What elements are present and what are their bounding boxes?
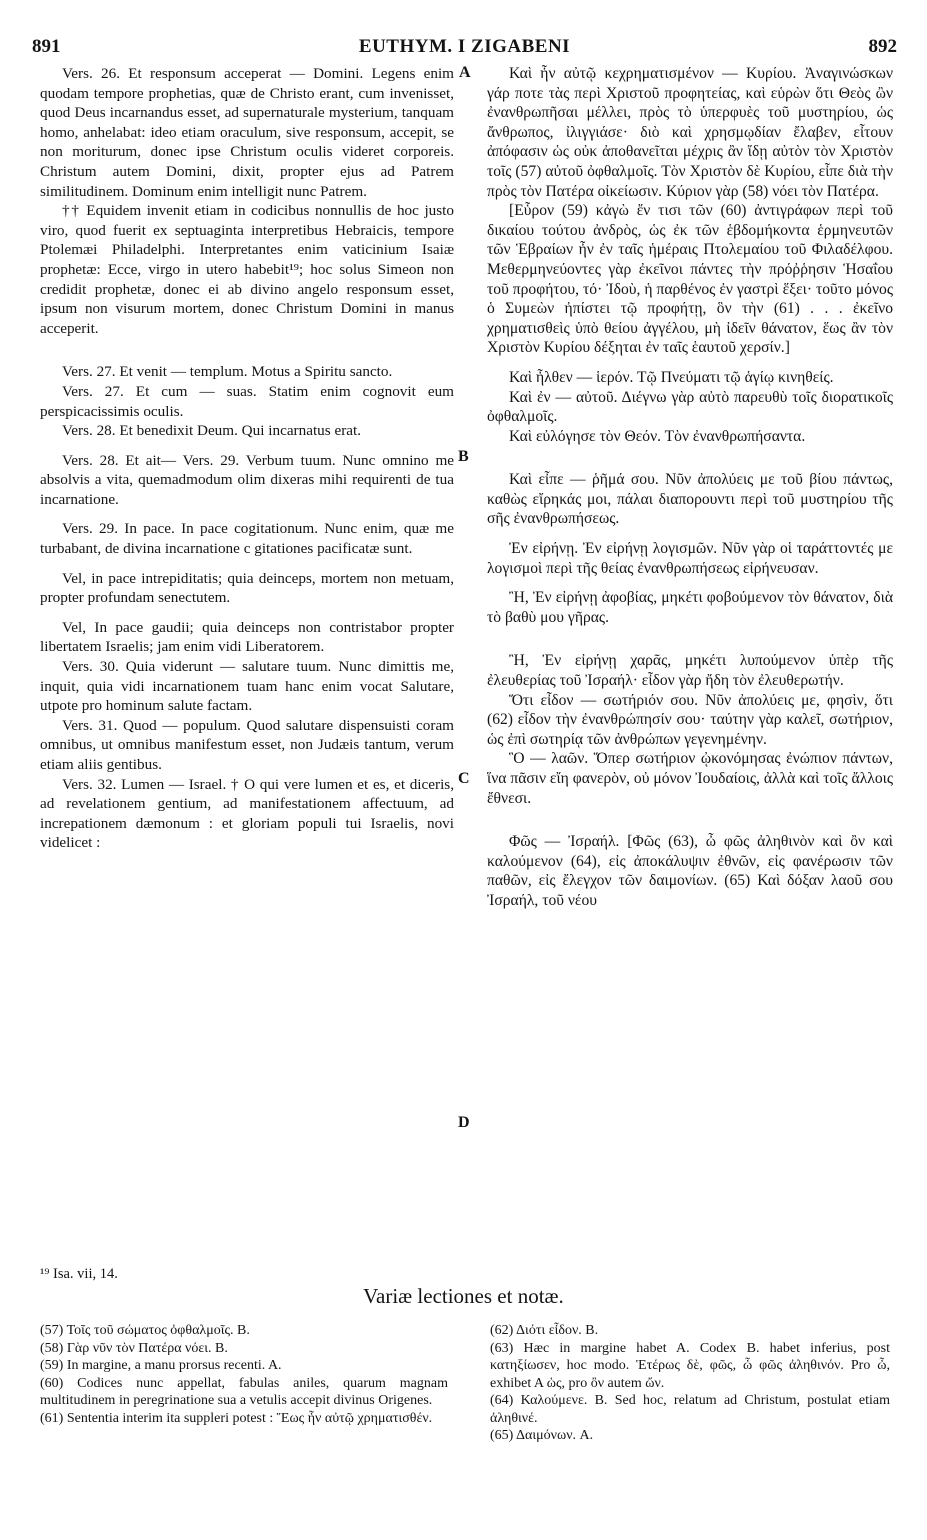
latin-column (40, 64, 454, 1259)
footnote: (62) Διότι εἶδον. B. (490, 1323, 599, 1338)
margin-marker-d: D (458, 1114, 470, 1131)
footnote: (57) Τοῖς τοῦ σώματος ὀφθαλμοῖς. B. (40, 1323, 250, 1338)
greek-paragraph: Ἐν εἰρήνῃ. Ἐν εἰρήνῃ λογισμῶν. Νῦν γὰρ οἱ ταράττοντές με λογισμοὶ περὶ τῆς θείας ἐνανθρωπήσεως εἰρήνευσαν. (487, 540, 893, 577)
latin-paragraph: Vers. 31. Quod — populum. Quod salutare dispensuisti coram omnibus, ut omnibus manifestum esset, non Judæis tantum, verum etiam aliis gentibus. (40, 716, 454, 773)
footnote: (61) Sententia interim ita suppleri potest : Ἕως ἦν αὐτῷ χρηματισθέν. (40, 1410, 433, 1426)
footnote: (64) Καλούμενε. B. Sed hoc, relatum ad Christum, postulat etiam ἀληθινέ. (490, 1393, 890, 1426)
greek-column (487, 64, 893, 1259)
latin-paragraph: Vers. 30. Quia viderunt — salutare tuum. Nunc dimittis me, inquit, quia vidi incarnationem tuam hanc enim vocat Salutare, utpote pro hominum salute factam. (40, 658, 454, 715)
greek-paragraph: Ὃ — λαῶν. Ὅπερ σωτήριον ᾠκονόμησας ἐνώπιον πάντων, ἵνα πᾶσιν εἴη φανερὸν, οὐ μόνον Ἰουδαίοις, ἀλλὰ καὶ τοῖς ἄλλοις ἔθνεσι. (487, 750, 893, 807)
greek-paragraph: Καὶ ἐν — αὐτοῦ. Διέγνω γὰρ αὐτὸ παρευθὺ τοῖς διορατικοῖς ὀφθαλμοῖς. (487, 388, 893, 426)
greek-paragraph: Καὶ εὐλόγησε τὸν Θεόν. Τὸν ἐνανθρωπήσαντα. (509, 427, 806, 445)
footnote: (65) Δαιμόνων. A. (490, 1428, 594, 1443)
margin-marker-c: C (458, 770, 470, 787)
latin-paragraph: Vers. 32. Lumen — Israel. † O qui vere lumen et es, et diceris, ad revelationem gentium, ad manifestationem affectuum, ad increpationem dæmonum : et gloriam populi tui Israelis, novi videlicet : (40, 775, 454, 852)
latin-paragraph: Vel, in pace intrepiditatis; quia deinceps, mortem non metuam, propter profundam senectutem. (40, 569, 454, 607)
running-head (32, 36, 897, 62)
margin-marker-a: A (459, 64, 471, 81)
notes-right-column (490, 1322, 890, 1445)
margin-marker-b: B (458, 448, 469, 465)
footnote: (63) Hæc in margine habet A. Codex B. habet inferius, post κατηξίωσεν, hoc modo. Ἑτέρως δὲ, φῶς, ὦ φῶς ἀληθινόν. Pro ὦ, exhibet A ὡς, pro ὂν autem ὤν. (490, 1340, 890, 1391)
latin-paragraph: Vel, In pace gaudii; quia deinceps non contristabor propter libertatem Israelis; jam enim vidi Liberatorem. (40, 618, 454, 656)
running-title: EUTHYM. I ZIGABENI (358, 36, 571, 57)
greek-paragraph: Ἢ, Ἐν εἰρήνῃ χαρᾶς, μηκέτι λυπούμενον ὑπὲρ τῆς ἐλευθερίας τοῦ Ἰσραήλ· εἶδον γὰρ ἤδη τὸν ἐλευθερωτήν. (487, 652, 893, 690)
latin-paragraph: Vers. 28. Et benedixit Deum. Qui incarnatus erat. (62, 422, 362, 440)
page-number-right: 892 (868, 36, 897, 57)
latin-paragraph: Vers. 27. Et cum — suas. Statim enim cognovit eum perspicacissimis oculis. (40, 382, 454, 420)
greek-paragraph: Καὶ εἶπε — ῥῆμά σου. Νῦν ἀπολύεις με τοῦ βίου πάντως, καθὼς εἴρηκάς μοι, πάλαι διαπορουντι περὶ τοῦ μυστηρίου τῆς σῆς ἐνανθρωπήσεως. (487, 471, 893, 528)
latin-paragraph: Vers. 26. Et responsum acceperat — Domini. Legens enim quodam tempore prophetias, quæ de Christo erant, cum invenisset, quod Deus incarnandus esset, ad supernaturale mysterium, tanquam homo, anhelabat: ideo etiam oraculum, sive responsum, accepit, se non moriturum, donec ipse Christum oculis videret corporeis. Christum autem Domini, dixit, propter ejus ad Patrem similitudinem. Dominum enim intelligit nunc Patrem. (40, 65, 454, 200)
variae-lectiones-heading: Variæ lectiones et notæ. (363, 1284, 564, 1308)
greek-paragraph: Ἢ, Ἐν εἰρήνῃ ἀφοβίας, μηκέτι φοβούμενον τὸν θάνατον, διὰ τὸ βαθὺ μου γῆρας. (487, 589, 893, 626)
greek-paragraph: Φῶς — Ἰσραήλ. [Φῶς (63), ὦ φῶς ἀληθινὸν καὶ ὂν καὶ καλούμενον (64), εἰς ἀποκάλυψιν ἐθνῶν, εἰς φανέρωσιν τῶν παθῶν, εἰς ἔλεγχον τῶν δαιμονίων. (65) Καὶ δόξαν λαοῦ σου Ἰσραήλ, τοῦ νέου (487, 833, 893, 909)
notes-left-column (40, 1322, 448, 1427)
footnote: (60) Codices nunc appellat, fabulas aniles, quarum magnam multitudinem in peregrinatione sua a vetulis accepit divinus Origenes. (40, 1375, 448, 1408)
latin-paragraph: Vers. 27. Et venit — templum. Motus a Spiritu sancto. (62, 363, 393, 381)
footnote: (59) In margine, a manu prorsus recenti. A. (40, 1358, 282, 1373)
page-number-left: 891 (32, 36, 61, 57)
latin-paragraph: Vers. 28. Et ait— Vers. 29. Verbum tuum. Nunc omnino me absolvis a vita, quemadmodum olim dixeras mihi requirenti de tua incarnatione. (40, 451, 454, 508)
latin-paragraph: Vers. 29. In pace. In pace cogitationum. Nunc enim, quæ me turbabant, de divina incarnatione c gitationes pacificatæ sunt. (40, 520, 454, 558)
greek-paragraph: Ὅτι εἶδον — σωτήριόν σου. Νῦν ἀπολύεις με, φησὶν, ὅτι (62) εἶδον τὴν ἐνανθρώπησίν σου· ταύτην γὰρ καλεῖ, σωτήριον, ὡς ἐπὶ σωτηρίᾳ τῶν ἀνθρώπων γεγενημένην. (487, 691, 893, 748)
greek-paragraph: Καὶ ἦν αὐτῷ κεχρηματισμένον — Κυρίου. Ἀναγινώσκων γάρ ποτε τὰς περὶ Χριστοῦ προφητείας, καὶ εὑρὼν ὅτι Θεὸς ὢν ἐνανθρωπῆσαι μέλλει, πρὸς τὸ ὑπερφυὲς τοῦ μυστηρίου, ὡς ἄνθρωπος, ἰλιγγιάσε· διὸ καὶ χρησμῳδίαν ἔλαβεν, εἶτουν ἀπόφασιν ὡς οὐκ ἀποθανεῖται μέχρις ἂν ἴδῃ αὐτὸν τὸν Χριστὸν τοῖς (57) αὐτοῦ ὀφθαλμοῖς. Τὸν Χριστὸν δὲ Κυρίου, εἶπε διὰ τὴν πρὸς τὸν Πατέρα οἰκείωσιν. Κύριον γὰρ (58) νόει τὸν Πατέρα. (487, 65, 893, 200)
biblical-reference-note: ¹⁹ Isa. vii, 14. (40, 1266, 118, 1282)
footnote: (58) Γὰρ νῦν τὸν Πατέρα νόει. B. (40, 1340, 228, 1356)
greek-paragraph: [Εὗρον (59) κἀγὼ ἔν τισι τῶν (60) ἀντιγράφων περὶ τοῦ δικαίου τούτου ἀνδρὸς, ὡς ἐκ τῶν ἑβδομήκοντα ἑρμηνευτῶν τῶν Ἑβραίων ἦν ἐν ταῖς ἡμέραις Πτολεμαίου τοῦ Φιλαδέλφου. Μεθερμηνεύοντες γὰρ ἐκεῖνοι πάντες τὴν πρόῤῥησιν Ἡσαΐου τοῦ προφήτου, τό· Ἰδοὺ, ἡ παρθένος ἐν γαστρὶ ἕξει· τοῦτο μόνος ὁ Συμεὼν ἠπίστει τῷ προφήτῃ, ὃν τὴν (61) . . . ἐκεῖνο χρηματισθεὶς ὑπὸ θείου ἀγγέλου, μὴ ἰδεῖν θάνατον, ἕως ἂν τὸν Χριστὸν Κυρίου δέξηται ἐν ταῖς ἑαυτοῦ χερσίν.] (487, 202, 893, 357)
latin-paragraph: †† Equidem invenit etiam in codicibus nonnullis de hoc justo viro, quod fuerit ex septuaginta interpretibus Hebraicis, tempore Ptolemæi Philadelphi. Interpretantes enim vaticinium Isaiæ prophetæ: Ecce, virgo in utero habebit¹⁹; hoc solus Simeon non credidit prophetæ, donec ei ab divino angelo responsum esset, ipsum non visurum mortem, donec Christum Domini in manus acceperit. (40, 202, 454, 337)
greek-paragraph: Καὶ ἦλθεν — ἱερόν. Τῷ Πνεύματι τῷ ἁγίῳ κινηθείς. (509, 368, 834, 386)
